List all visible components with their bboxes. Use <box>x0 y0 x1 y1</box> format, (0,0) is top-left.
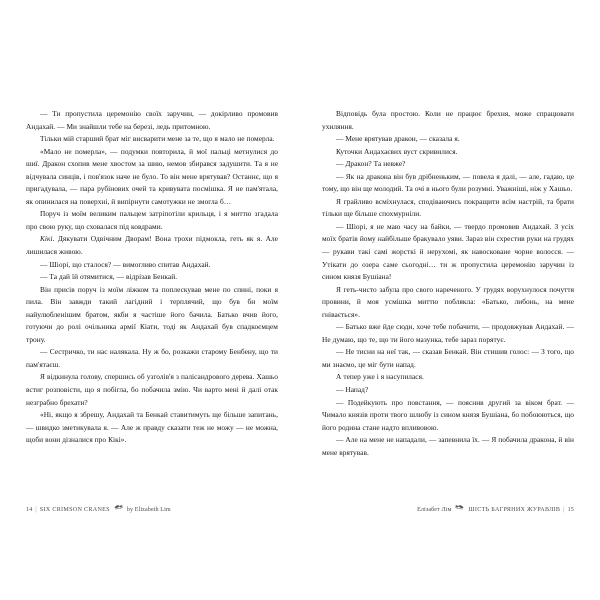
paragraph-with-italic-lead <box>26 233 278 258</box>
paragraph: — Шіорі, що сталося? — вимогливо спитав Андахай. <box>40 259 211 269</box>
author-byline-en: by Elizabeth Lim <box>126 507 171 513</box>
author-byline-uk: Елізабет Лім <box>417 507 452 513</box>
paragraph: Відповідь була простою. Коли не працює брехня, може спрацювати ухиляння. <box>322 109 574 131</box>
right-page-footer <box>417 505 574 515</box>
paragraph: «Мало не померла», — подумки повторила, й мої пальці метнулися до шиї. Дракон схопив мене хвостом за шию, немов збирався задушити. Та я не відчувала синців, і пов'язок наче не було. То він мене врятував? Останнє, що я пригадувала, — пара рубінових очей та кривувата посмішка. Я не пам'ятала, як опинилася на поверхні, й випірнути самотужки не змогла б… <box>26 146 278 206</box>
paragraph: Я грайливо всміхнулася, сподіваючись покращити всім настрій, та брати тільки ще більше спохмурніли. <box>322 196 574 219</box>
paragraph: — Дракон? Та невже? <box>336 159 406 169</box>
paragraph: — Але на мене не нападали, — запевнила їх. — Я побачила дракона, й він мене врятував. <box>322 435 574 457</box>
italic-name-kiki: Кікі <box>40 234 53 244</box>
paragraph: Я відкинула голову, спершись об узголів'я з палісандрового дерева. Хашьо встиг розповісти, що я побігла, бо побачила змію. Чи варто мені й далі отак незграбно брехати? <box>26 372 278 407</box>
left-page-text-block <box>26 108 278 447</box>
leaf-flourish-icon <box>455 505 464 511</box>
right-page-text-block <box>322 108 574 459</box>
paragraph: — Шіорі, я не маю часу на байки, — твердо промовив Андахай. З усіх моїх братів йому найбільше бракувало уяви. Зараз він схрестив руки на грудях — рукави такі самі жорсткі й нерухомі, як навосковане чорне волосся. — Утікати до озера саме сьогодні… ти ж пропустила церемонію заручин із сином князя Бушіана! <box>322 221 574 282</box>
paragraph: — Як на дракона він був дрібненьким, — повела я далі, — але, гадаю, це тому, що він ще молодий. Та очі в нього були розумні. Уважніші, ніж у Хашьо. <box>322 171 574 194</box>
paragraph: — Подейкують про повстання, — пояснив другий за віком брат. — Чимало князів проти твого шлюбу із сином князя Бушіана, бо побоюються, що його родина стане надто впливовою. <box>322 397 574 432</box>
paragraph: — Батько вже йде сюди, хоче тебе побачити, — продовжував Андахай. — Не думаю, що те, що ти його мазунка, тебе зараз порятує. <box>322 322 574 344</box>
paragraph-remainder: . Дякувати Одвічним Дворам! Вона трохи підмокла, геть як я. Але лишилася живою. <box>26 234 278 257</box>
paragraph: А тепер уже і я насупилася. <box>336 372 424 382</box>
footer-separator: | <box>563 507 565 513</box>
paragraph: Я геть-чисто забула про свого нареченого. У грудях ворухнулося почуття провини, й моя усмішка миттю поблякла: «Батько, либонь, на мене гнівається». <box>322 284 574 319</box>
paragraph: — Та дай їй отямитися, — відрізав Бенкай. <box>40 272 178 282</box>
left-page-footer <box>26 505 171 515</box>
paragraph: — Ти пропустила церемонію своїх заручин, — докірливо промовив Андахай. — Ми знайшли тебе на березі, ледь притомною. <box>26 109 278 131</box>
paragraph: «Ні, якщо я збрешу, Андахай та Бенкай ставитимуть ще більше запитань, — швидко зметикувала я. — Але ж правду сказати теж не можу — не можна, щоби вони дізналися про Кікі». <box>26 410 278 445</box>
paragraph: Куточки Андахаєвих вуст скривилися. <box>336 146 458 156</box>
paragraph: — Сестричко, ти нас налякала. Ну ж бо, розкажи старому Бенбену, що ти пам'ятаєш. <box>26 347 278 369</box>
paragraph: Поруч із моїм великим пальцем затріпотіли крильця, і я миттю згадала про свою руку, що сховалася під ковдрами. <box>26 209 278 231</box>
folio-number: 14 <box>26 507 33 513</box>
folio-number: 15 <box>567 507 574 513</box>
paragraph: — Напад? <box>336 385 369 395</box>
leaf-flourish-icon <box>114 505 123 511</box>
footer-separator: | <box>35 507 37 513</box>
paragraph: — Мене врятував дракон, — сказала я. <box>336 134 460 144</box>
right-page <box>300 0 600 600</box>
paragraph: Тільки мій старший брат міг висварити мене за те, що я мало не померла. <box>40 134 275 144</box>
paragraph: — Не тисни на неї так, — сказав Бенкай. Він стишив голос: — З того, що ми знаємо, це міг бути напад. <box>322 347 574 369</box>
book-title-uk: ШІСТЬ БАГРЯНИХ ЖУРАВЛІВ <box>468 507 561 513</box>
book-title-en: SIX CRIMSON CRANES <box>39 507 110 513</box>
paragraph: Він присів поруч із моїм ліжком та поплескував мене по спині, поки я пила. Він завжди такий лагідний і терплячий, що був би моїм найулюбленішим братом, якби я частіше його бачила. Батько вчив його, готуючи до ролі очільника армії Кіати, тоді як Андахай був спадкоємцем трону. <box>26 284 278 344</box>
